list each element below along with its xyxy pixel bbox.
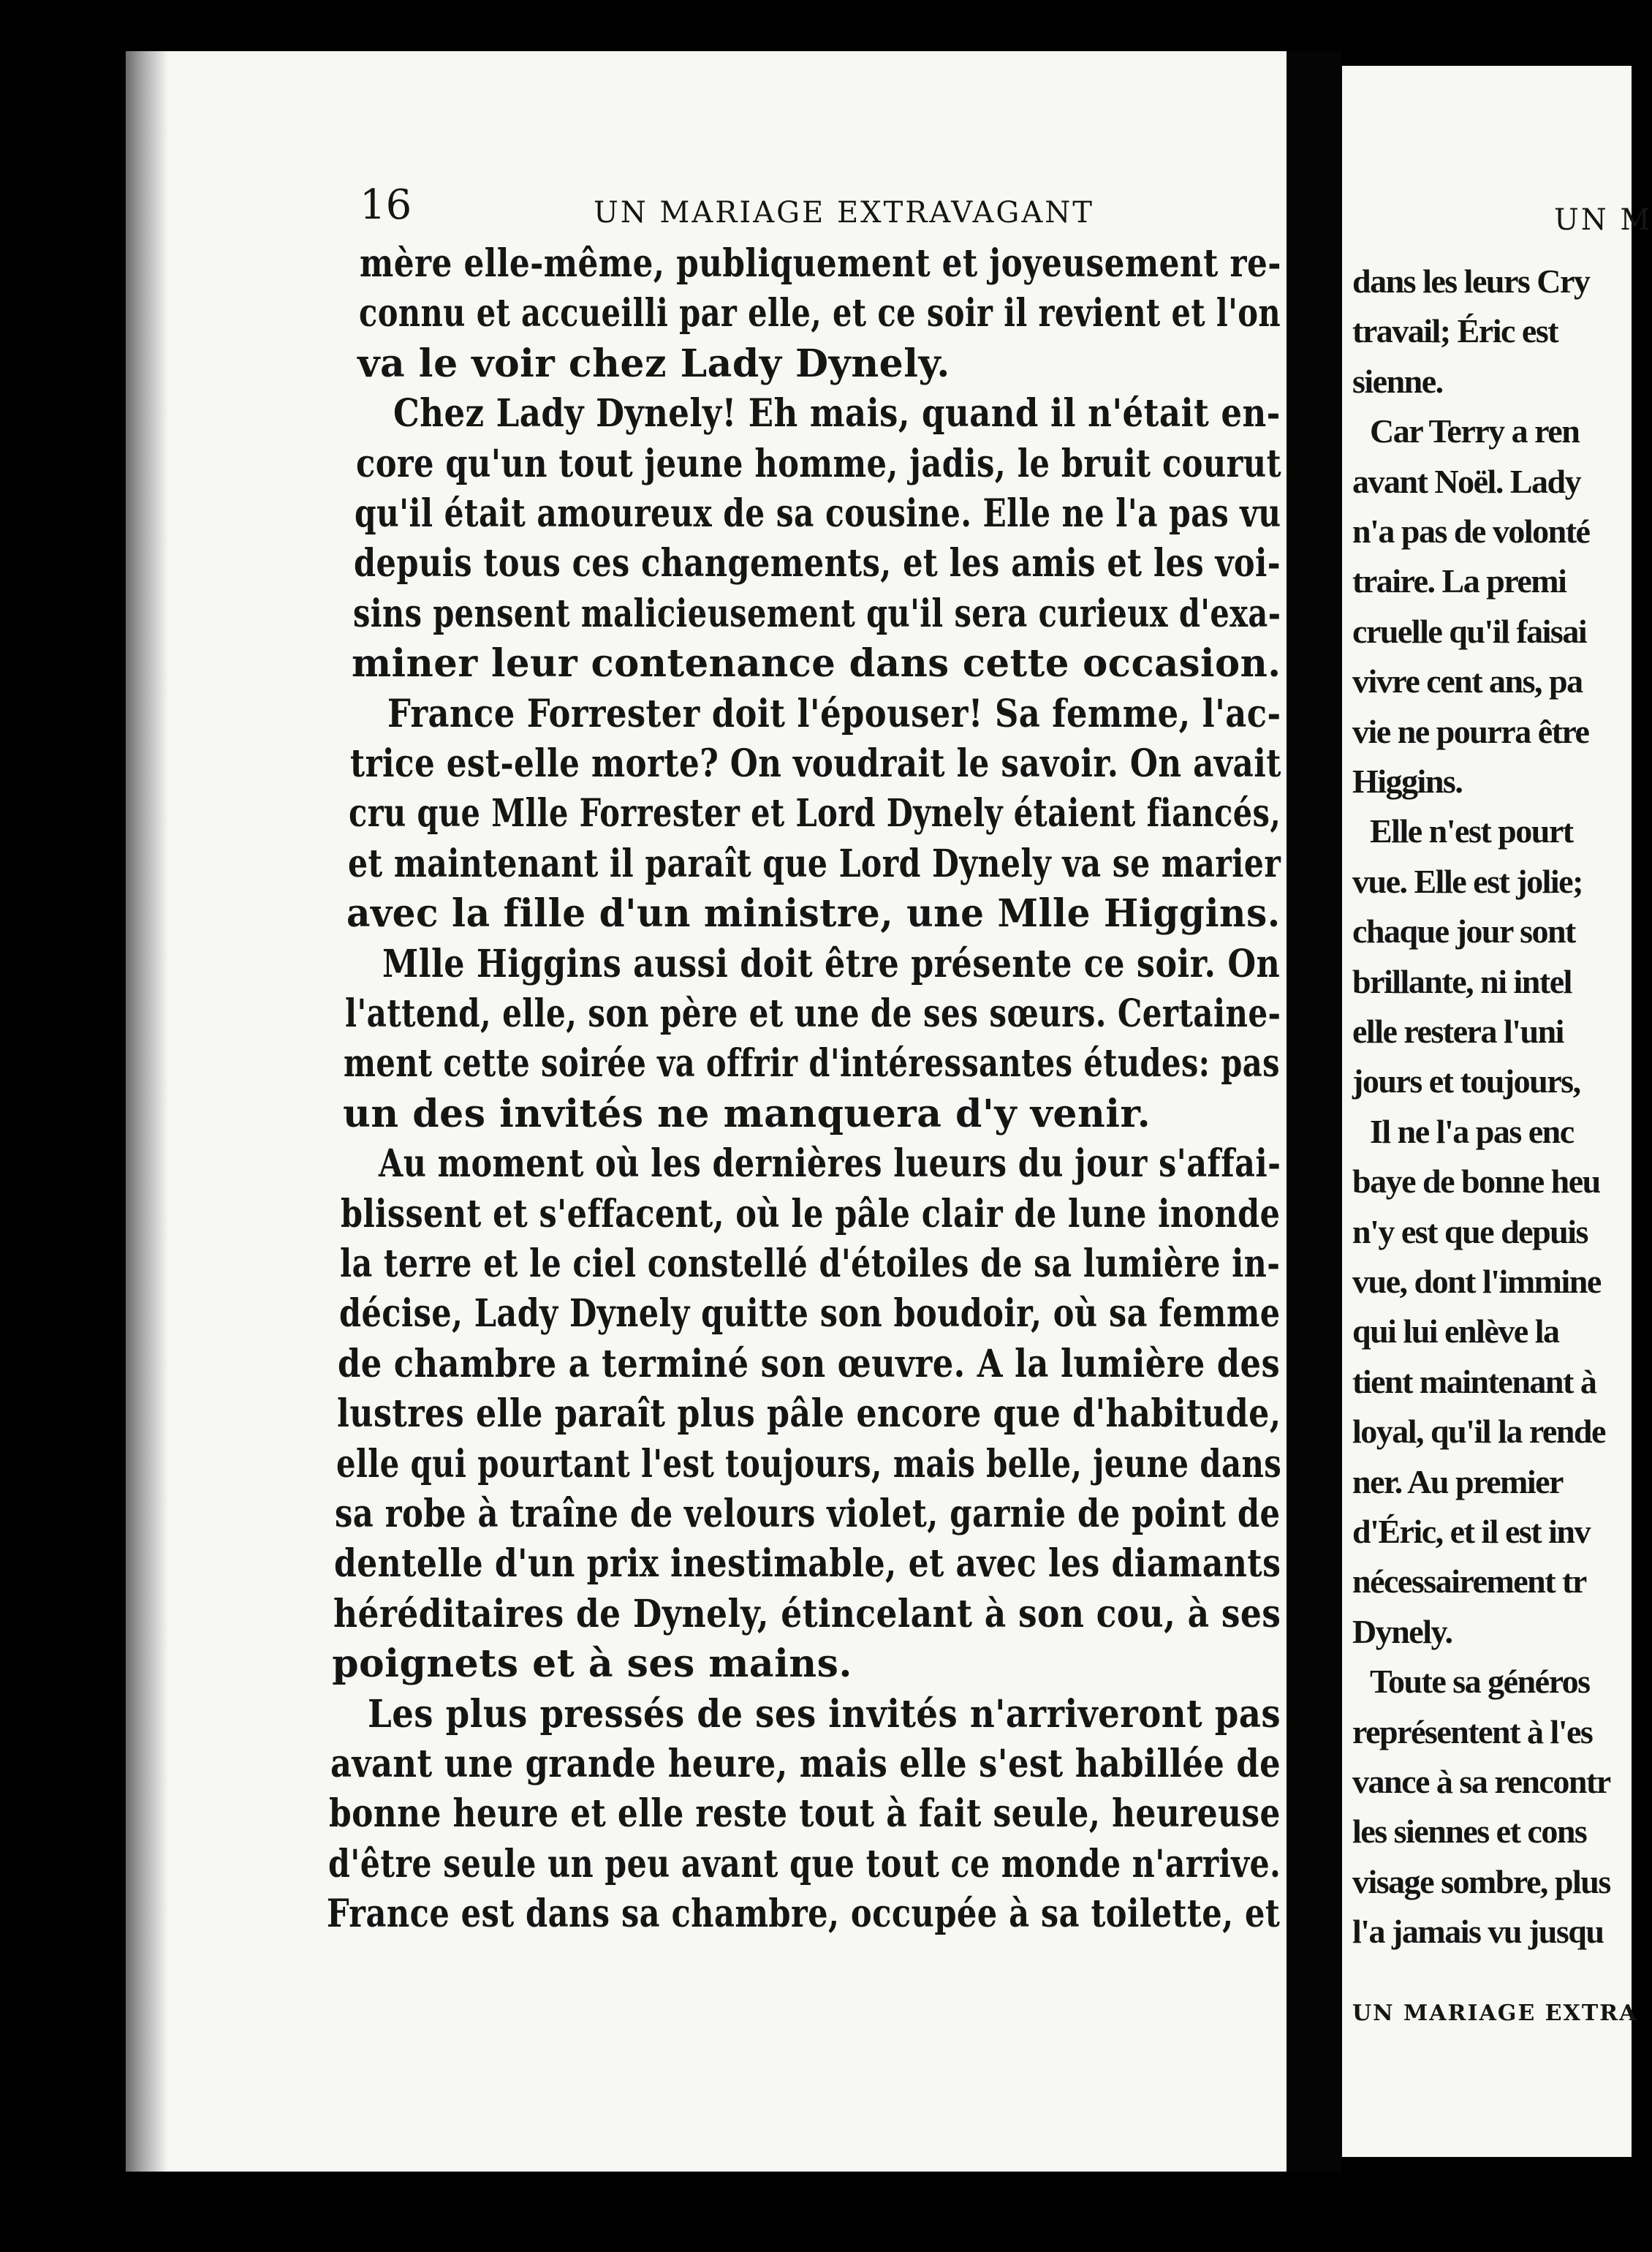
right-text-line: d'Éric, et il est inv: [1352, 1513, 1590, 1550]
text-line: qu'il était amoureux de sa cousine. Elle ne l'a pas vu: [355, 491, 1281, 536]
right-text-line: Dynely.: [1352, 1612, 1452, 1650]
right-text-line: Toute sa généros: [1370, 1663, 1590, 1701]
text-line: la terre et le ciel constellé d'étoiles de sa lumière in-: [340, 1242, 1281, 1286]
right-text-line: tient maintenant à: [1352, 1362, 1596, 1400]
right-text-line: Car Terry a ren: [1370, 412, 1580, 450]
text-line: héréditaires de Dynely, étincelant à son cou, à ses: [333, 1591, 1281, 1636]
text-line: Les plus pressés de ses invités n'arriveront pas: [367, 1691, 1281, 1737]
right-page: [1342, 66, 1652, 2157]
text-line: d'être seule un peu avant que tout ce monde n'arrive.: [327, 1841, 1281, 1886]
right-text-line: représentent à l'es: [1352, 1712, 1593, 1750]
right-text-line: vance à sa rencontr: [1352, 1763, 1610, 1800]
right-text-line: sienne.: [1352, 362, 1443, 400]
right-text-line: vie ne pourra être: [1352, 712, 1589, 750]
text-line: miner leur contenance dans cette occasion.: [352, 641, 1281, 687]
text-line: ment cette soirée va offrir d'intéressantes études: pas: [344, 1041, 1281, 1087]
right-text-line: travail; Éric est: [1352, 312, 1558, 350]
text-line: cru que Mlle Forrester et Lord Dynely étaient fiancés,: [349, 791, 1281, 836]
right-text-line: dans les leurs Cry: [1352, 262, 1590, 300]
right-text-line: Il ne l'a pas enc: [1370, 1112, 1574, 1150]
right-running-header: UN M: [1554, 203, 1652, 237]
text-line: bonne heure et elle reste tout à fait seule, heureuse: [329, 1791, 1281, 1837]
right-text-line: visage sombre, plus: [1352, 1862, 1610, 1900]
right-text-line: elle restera l'uni: [1352, 1013, 1564, 1050]
page-number: 16: [360, 181, 412, 229]
right-text-line: vivre cent ans, pa: [1352, 662, 1583, 700]
right-text-line: n'a pas de volonté: [1352, 513, 1590, 550]
right-text-line: brillante, ni intel: [1352, 962, 1572, 1000]
text-line: sins pensent malicieusement qu'il sera curieux d'exa-: [352, 591, 1281, 636]
text-line: depuis tous ces changements, et les amis et les voi-: [353, 541, 1281, 586]
page-gutter-shadow: [126, 51, 168, 2172]
left-page: [126, 51, 1301, 2172]
right-footer-signature: UN MARIAGE EXTRA: [1352, 2000, 1638, 2026]
right-text-line: les siennes et cons: [1352, 1813, 1587, 1851]
right-text-line: baye de bonne heu: [1352, 1163, 1600, 1201]
right-text-line: l'a jamais vu jusqu: [1352, 1913, 1604, 1951]
right-text-line: n'y est que depuis: [1352, 1212, 1588, 1250]
running-header: UN MARIAGE EXTRAVAGANT: [594, 196, 1094, 230]
text-line: l'attend, elle, son père et une de ses sœurs. Certaine-: [344, 991, 1281, 1036]
right-text-line: ner. Au premier: [1352, 1462, 1563, 1500]
text-line: elle qui pourtant l'est toujours, mais belle, jeune dans: [336, 1441, 1281, 1486]
text-line: trice est-elle morte? On voudrait le savoir. On avait: [349, 741, 1281, 786]
text-line: Au moment où les dernières lueurs du jour s'affai-: [378, 1141, 1281, 1187]
book-spine: [1287, 51, 1342, 2172]
right-text-line: Higgins.: [1352, 763, 1463, 800]
text-line: core qu'un tout jeune homme, jadis, le bruit courut: [355, 441, 1281, 486]
text-line: décise, Lady Dynely quitte son boudoir, où sa femme: [338, 1291, 1281, 1337]
text-line: et maintenant il paraît que Lord Dynely va se marier: [347, 841, 1281, 886]
text-line: Chez Lady Dynely! Eh mais, quand il n'était en-: [393, 391, 1281, 437]
text-line: Mlle Higgins aussi doit être présente ce soir. On: [382, 941, 1281, 986]
text-line: mère elle-même, publiquement et joyeusement re-: [360, 241, 1281, 286]
right-text-line: avant Noël. Lady: [1352, 462, 1581, 500]
right-text-line: jours et toujours,: [1352, 1062, 1580, 1100]
text-line: sa robe à traîne de velours violet, garnie de point de: [335, 1492, 1281, 1536]
text-line: un des invités ne manquera d'y venir.: [343, 1091, 1151, 1136]
text-line: avec la fille d'un ministre, une Mlle Higgins.: [346, 891, 1281, 937]
text-line: avant une grande heure, mais elle s'est habillée de: [330, 1742, 1281, 1786]
text-line: lustres elle paraît plus pâle encore que d'habitude,: [336, 1391, 1281, 1437]
right-text-line: Elle n'est pourt: [1370, 812, 1573, 850]
text-line: va le voir chez Lady Dynely.: [357, 341, 950, 386]
text-line: dentelle d'un prix inestimable, et avec les diamants: [333, 1541, 1281, 1587]
text-line: connu et accueilli par elle, et ce soir il revient et l'on: [358, 291, 1281, 336]
right-text-line: nécessairement tr: [1352, 1563, 1586, 1601]
text-line: de chambre a terminé son œuvre. A la lumière des: [338, 1341, 1281, 1386]
right-text-line: vue. Elle est jolie;: [1352, 862, 1583, 900]
text-line: blissent et s'effacent, où le pâle clair de lune inonde: [341, 1191, 1281, 1236]
text-line: France est dans sa chambre, occupée à sa toilette, et: [327, 1892, 1281, 1937]
right-text-line: traire. La premi: [1352, 562, 1566, 600]
right-text-line: cruelle qu'il faisai: [1352, 612, 1587, 650]
text-line: poignets et à ses mains.: [332, 1641, 853, 1687]
right-text-line: vue, dont l'immine: [1352, 1263, 1601, 1300]
text-line: France Forrester doit l'épouser! Sa femme, l'ac-: [387, 691, 1281, 736]
right-text-line: loyal, qu'il la rende: [1352, 1413, 1605, 1451]
right-text-line: qui lui enlève la: [1352, 1312, 1559, 1350]
right-text-line: chaque jour sont: [1352, 912, 1575, 951]
